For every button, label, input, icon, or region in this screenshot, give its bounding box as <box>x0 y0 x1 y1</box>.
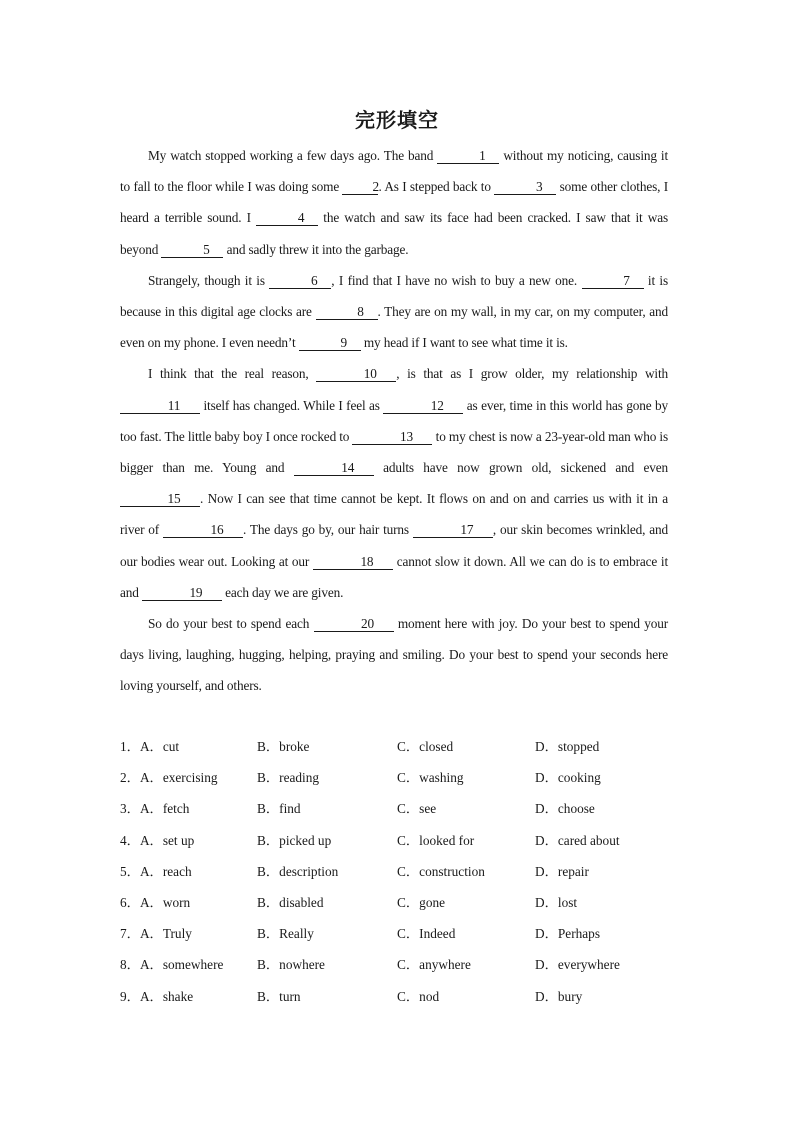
passage-text: , I find that I have no wish to buy a new one. <box>331 272 582 288</box>
option-a: 5．A．reach <box>120 863 192 879</box>
option-c: C．nod <box>397 988 440 1004</box>
option-a: 3．A．fetch <box>120 801 190 817</box>
passage-text: my head if I want to see what time it is. <box>360 335 568 351</box>
blank-10: 10 <box>316 367 396 382</box>
blank-4: 4 <box>256 211 318 226</box>
option-row-9 <box>120 981 680 1012</box>
option-a: 8．A．somewhere <box>120 957 224 973</box>
option-c: C．gone <box>397 894 446 910</box>
passage-text: moment here with joy. Do your best to spend your days living, laughing, hugging, helping, praying and smiling. Do your best to spend your seconds here loving yourself, and others. <box>120 616 668 694</box>
option-b: B．broke <box>257 739 310 754</box>
blank-11: 11 <box>120 399 200 414</box>
option-row-7 <box>120 918 680 949</box>
passage-text: adults have now grown old, sickened and even <box>373 460 668 476</box>
option-d: D．choose <box>535 801 595 817</box>
option-a: 7．A．Truly <box>120 926 192 942</box>
blank-3: 3 <box>494 180 556 195</box>
blank-7: 7 <box>582 274 644 289</box>
blank-20: 20 <box>314 617 394 632</box>
blank-13: 13 <box>352 430 432 445</box>
passage-text: some other clothes, I heard a terrible sound. I <box>120 179 668 226</box>
passage-text: as ever, time in this world has gone by too fast. The little baby boy I once rocked to <box>120 397 668 444</box>
blank-14: 14 <box>294 461 374 476</box>
paragraph-3 <box>120 358 668 608</box>
option-d: D．bury <box>535 988 583 1004</box>
passage-text: it is because in this digital age clocks are <box>120 272 668 320</box>
option-b: B．Really <box>257 926 314 942</box>
cloze-passage <box>120 140 668 702</box>
option-d: D．lost <box>535 894 578 910</box>
option-b: B．nowhere <box>257 957 325 973</box>
blank-18: 18 <box>313 555 393 570</box>
option-row-5 <box>120 856 680 887</box>
option-a: 1．A．cut <box>120 739 180 754</box>
passage-text: . Now I can see that time cannot be kept. It flows on and on and carries us with it in a river of <box>120 491 668 538</box>
option-d: D．Perhaps <box>535 926 600 942</box>
blank-16: 16 <box>163 523 243 538</box>
option-d: D．everywhere <box>535 957 620 973</box>
option-row-6 <box>120 887 680 918</box>
passage-text: I think that the real reason, <box>148 366 317 382</box>
option-row-3 <box>120 793 680 824</box>
option-c: C．washing <box>397 770 464 786</box>
paragraph-4 <box>120 608 668 702</box>
option-b: B．picked up <box>257 832 332 848</box>
option-c: C．closed <box>397 739 454 754</box>
option-row-1 <box>120 731 680 762</box>
blank-1: 1 <box>437 149 499 164</box>
passage-text: . They are on my wall, in my car, on my computer, and even on my phone. I even needn’t <box>120 304 669 351</box>
paragraph-1 <box>120 140 668 265</box>
option-d: D．stopped <box>535 739 600 754</box>
option-d: D．cared about <box>535 832 620 848</box>
passage-text: , is that as I grow older, my relationship with <box>396 366 668 382</box>
passage-text: cannot slow it down. All we can do is to embrace it and <box>120 553 668 600</box>
option-row-8 <box>120 949 680 980</box>
option-b: B．find <box>257 801 301 817</box>
blank-19: 19 <box>142 586 222 601</box>
option-b: B．turn <box>257 988 301 1004</box>
option-a: 9．A．shake <box>120 988 194 1004</box>
option-row-2 <box>120 762 680 793</box>
option-a: 4．A．set up <box>120 832 195 848</box>
option-c: C．anywhere <box>397 957 471 973</box>
blank-6: 6 <box>269 274 331 289</box>
page-title: 完形填空 <box>355 108 439 132</box>
option-c: C．Indeed <box>397 926 456 942</box>
blank-12: 12 <box>383 399 463 414</box>
passage-text: and sadly threw it into the garbage. <box>223 241 409 257</box>
passage-text: . The days go by, our hair turns <box>243 522 413 538</box>
passage-text: to my chest is now a 23-year-old man who is bigger than me. Young and <box>120 428 668 476</box>
passage-text: My watch stopped working a few days ago. The band <box>148 148 438 163</box>
blank-17: 17 <box>413 523 493 538</box>
passage-text: each day we are given. <box>221 584 344 600</box>
option-a: 2．A．exercising <box>120 770 218 786</box>
option-d: D．cooking <box>535 770 601 786</box>
passage-text: Strangely, though it is <box>148 272 270 288</box>
passage-text: So do your best to spend each <box>148 616 314 632</box>
blank-15: 15 <box>120 492 200 507</box>
option-c: C．see <box>397 801 437 817</box>
option-row-4 <box>120 825 680 856</box>
option-b: B．reading <box>257 770 320 786</box>
passage-text: . As I stepped back to <box>378 179 495 195</box>
option-a: 6．A．worn <box>120 894 191 910</box>
option-b: B．disabled <box>257 894 324 910</box>
passage-text: , our skin becomes wrinkled, and our bodies wear out. Looking at our <box>120 522 668 569</box>
option-b: B．description <box>257 863 339 879</box>
option-c: C．looked for <box>397 832 475 848</box>
option-d: D．repair <box>535 863 589 879</box>
blank-9: 9 <box>299 336 361 351</box>
passage-text: without my noticing, causing it to fall to the floor while I was doing some <box>120 148 668 195</box>
passage-text: itself has changed. While I feel as <box>200 397 384 413</box>
option-c: C．construction <box>397 863 485 879</box>
blank-2: 2 <box>342 180 378 195</box>
blank-5: 5 <box>161 243 223 258</box>
passage-text: the watch and saw its face had been cracked. I saw that it was beyond <box>120 210 668 257</box>
paragraph-2 <box>120 265 668 359</box>
answer-options <box>120 731 680 1012</box>
blank-8: 8 <box>316 305 378 320</box>
